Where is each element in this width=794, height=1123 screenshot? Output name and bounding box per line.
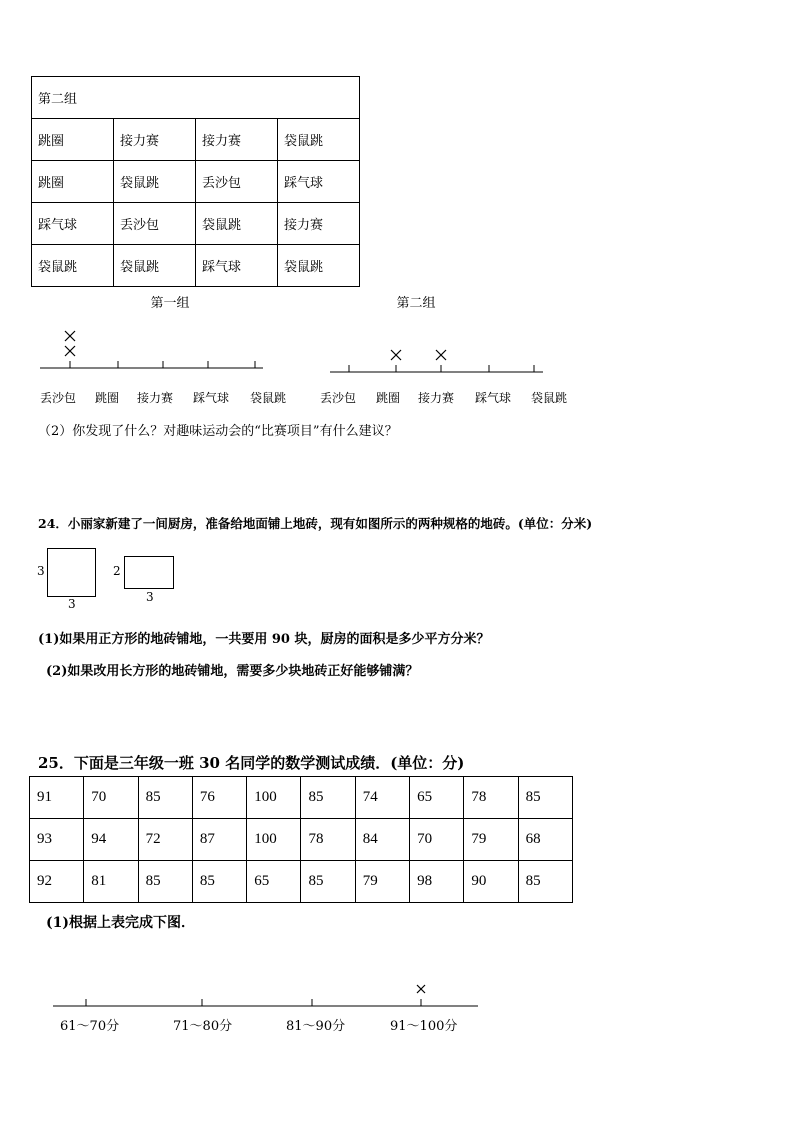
table-cell: 踩气球 <box>196 245 278 287</box>
table-cell: 74 <box>355 777 409 819</box>
table-cell: 踩气球 <box>278 161 360 203</box>
plot-category-label: 跳圈 <box>376 391 401 405</box>
table-cell: 袋鼠跳 <box>278 119 360 161</box>
plot-category-label: 袋鼠跳 <box>250 391 287 405</box>
table-row <box>30 777 573 819</box>
table-cell: 袋鼠跳 <box>278 245 360 287</box>
square-side-label: 3 <box>37 564 45 578</box>
plot-category-label: 踩气球 <box>475 391 512 405</box>
table-cell: 76 <box>192 777 246 819</box>
q24-stem: 24．小丽家新建了一间厨房，准备给地面铺上地砖，现有如图所示的两种规格的地砖。(单位：分米) <box>38 516 593 531</box>
plot-category-label: 接力赛 <box>137 391 174 405</box>
plot-category-label: 81～90分 <box>286 1019 346 1034</box>
table-cell: 85 <box>138 777 192 819</box>
table-row <box>30 861 573 903</box>
table-cell: 踩气球 <box>32 203 114 245</box>
table-cell: 85 <box>518 777 572 819</box>
table-cell: 79 <box>355 861 409 903</box>
table-cell: 接力赛 <box>114 119 196 161</box>
table-cell: 接力赛 <box>278 203 360 245</box>
table-cell: 94 <box>84 819 138 861</box>
table-cell: 70 <box>84 777 138 819</box>
table-cell: 85 <box>301 861 355 903</box>
plot-category-label: 接力赛 <box>418 391 455 405</box>
plot-category-label: 丢沙包 <box>320 391 357 405</box>
table-cell: 85 <box>138 861 192 903</box>
plot-title: 第二组 <box>396 296 436 311</box>
plot-category-label: 跳圈 <box>95 391 120 405</box>
table-cell: 91 <box>30 777 84 819</box>
table-cell: 65 <box>410 777 464 819</box>
plot-category-label: 丢沙包 <box>40 391 77 405</box>
table-cell: 92 <box>30 861 84 903</box>
table-cell: 丢沙包 <box>196 161 278 203</box>
table-cell: 98 <box>410 861 464 903</box>
table-cell: 85 <box>518 861 572 903</box>
table-cell: 70 <box>410 819 464 861</box>
table-title: 第二组 <box>32 77 360 119</box>
table-cell: 72 <box>138 819 192 861</box>
q24-sub2: (2)如果改用长方形的地砖铺地，需要多少块地砖正好能够铺满？ <box>46 664 419 679</box>
table-cell: 跳圈 <box>32 161 114 203</box>
table-cell: 68 <box>518 819 572 861</box>
table-cell: 袋鼠跳 <box>196 203 278 245</box>
plot-x-mark <box>65 331 75 341</box>
q25-stem: 25．下面是三年级一班 30 名同学的数学测试成绩．(单位：分) <box>38 754 465 772</box>
rect-side-label: 2 <box>113 564 121 578</box>
table-cell: 85 <box>192 861 246 903</box>
rect-bottom-label: 3 <box>146 590 154 604</box>
table-cell: 84 <box>355 819 409 861</box>
plot-category-label: 袋鼠跳 <box>531 391 568 405</box>
table-cell: 65 <box>247 861 301 903</box>
table-cell: 跳圈 <box>32 119 114 161</box>
table-cell: 100 <box>247 777 301 819</box>
table-row <box>30 819 573 861</box>
table-cell: 90 <box>464 861 518 903</box>
rect-tile <box>124 556 174 589</box>
table-cell: 93 <box>30 819 84 861</box>
square-tile <box>47 548 96 597</box>
plot-category-label: 踩气球 <box>193 391 230 405</box>
table-cell: 81 <box>84 861 138 903</box>
plot-x-mark <box>391 350 401 360</box>
table-cell: 78 <box>464 777 518 819</box>
table-cell: 袋鼠跳 <box>114 161 196 203</box>
q25-sub1: (1)根据上表完成下图． <box>46 915 195 931</box>
table-cell: 100 <box>247 819 301 861</box>
plot-x-mark <box>65 346 75 356</box>
table-cell: 接力赛 <box>196 119 278 161</box>
table-cell: 79 <box>464 819 518 861</box>
table-cell: 87 <box>192 819 246 861</box>
table-cell: 袋鼠跳 <box>114 245 196 287</box>
scores-table <box>29 776 573 903</box>
q23-part2: （2）你发现了什么？对趣味运动会的“比赛项目”有什么建议？ <box>38 424 398 439</box>
plot-title: 第一组 <box>150 296 190 311</box>
plot-category-label: 71～80分 <box>173 1019 233 1034</box>
table-cell: 丢沙包 <box>114 203 196 245</box>
plot-x-mark <box>436 350 446 360</box>
plot-category-label: 61～70分 <box>60 1019 120 1034</box>
square-bottom-label: 3 <box>68 597 76 611</box>
plot-x-mark <box>417 985 425 993</box>
plot-category-label: 91～100分 <box>390 1019 458 1034</box>
table-cell: 78 <box>301 819 355 861</box>
q24-sub1: (1)如果用正方形的地砖铺地，一共要用 90 块，厨房的面积是多少平方分米？ <box>38 632 490 647</box>
table-cell: 85 <box>301 777 355 819</box>
table-cell: 袋鼠跳 <box>32 245 114 287</box>
